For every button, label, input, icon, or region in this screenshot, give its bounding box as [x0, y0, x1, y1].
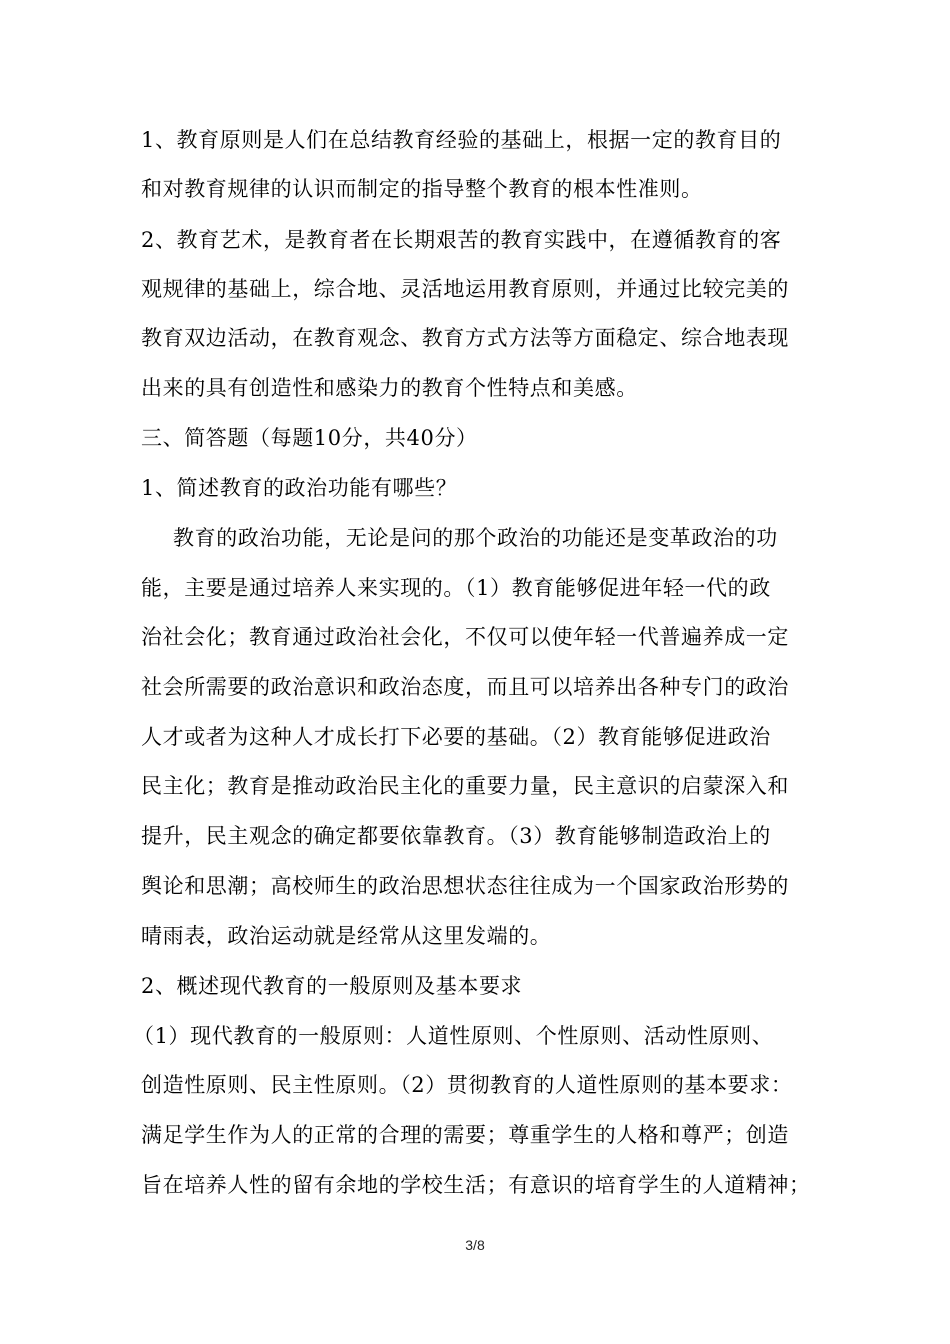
text-line: 出来的具有创造性和感染力的教育个性特点和美感。	[141, 376, 638, 400]
text-line: 提升，民主观念的确定都要依靠教育。（3）教育能够制造政治上的	[141, 824, 771, 848]
text-line: 教育的政治功能，无论是问的那个政治的功能还是变革政治的功	[173, 526, 778, 550]
text-line: 满足学生作为人的正常的合理的需要；尊重学生的人格和尊严；创造	[141, 1123, 789, 1147]
text-line: 舆论和思潮；高校师生的政治思想状态往往成为一个国家政治形势的	[141, 874, 789, 898]
text-line: 晴雨表，政治运动就是经常从这里发端的。	[141, 924, 552, 948]
text-line: 能，主要是通过培养人来实现的。（1）教育能够促进年轻一代的政	[141, 576, 771, 600]
section-heading: 三、简答题（每题10分，共40分）	[141, 426, 478, 450]
text-line: 教育双边活动，在教育观念、教育方式方法等方面稳定、综合地表现	[141, 326, 789, 350]
text-line: 创造性原则、民主性原则。（2）贯彻教育的人道性原则的基本要求：	[141, 1073, 793, 1097]
text-line: 观规律的基础上，综合地、灵活地运用教育原则，并通过比较完美的	[141, 277, 789, 301]
text-line: 2、教育艺术，是教育者在长期艰苦的教育实践中，在遵循教育的客	[141, 228, 782, 252]
text-line: 1、教育原则是人们在总结教育经验的基础上，根据一定的教育目的	[141, 128, 782, 152]
question-heading: 1、简述教育的政治功能有哪些？	[141, 476, 458, 500]
text-line: 民主化；教育是推动政治民主化的重要力量，民主意识的启蒙深入和	[141, 774, 789, 798]
text-line: 治社会化；教育通过政治社会化，不仅可以使年轻一代普遍养成一定	[141, 625, 789, 649]
text-line: 和对教育规律的认识而制定的指导整个教育的根本性准则。	[141, 177, 703, 201]
text-line: （1）现代教育的一般原则：人道性原则、个性原则、活动性原则、	[133, 1024, 774, 1048]
text-line: 旨在培养人性的留有余地的学校生活；有意识的培育学生的人道精神；	[141, 1173, 811, 1197]
page-number: 3/8	[465, 1237, 485, 1253]
text-line: 社会所需要的政治意识和政治态度，而且可以培养出各种专门的政治	[141, 675, 789, 699]
question-heading: 2、概述现代教育的一般原则及基本要求	[141, 974, 523, 998]
text-line: 人才或者为这种人才成长打下必要的基础。（2）教育能够促进政治	[141, 725, 771, 749]
